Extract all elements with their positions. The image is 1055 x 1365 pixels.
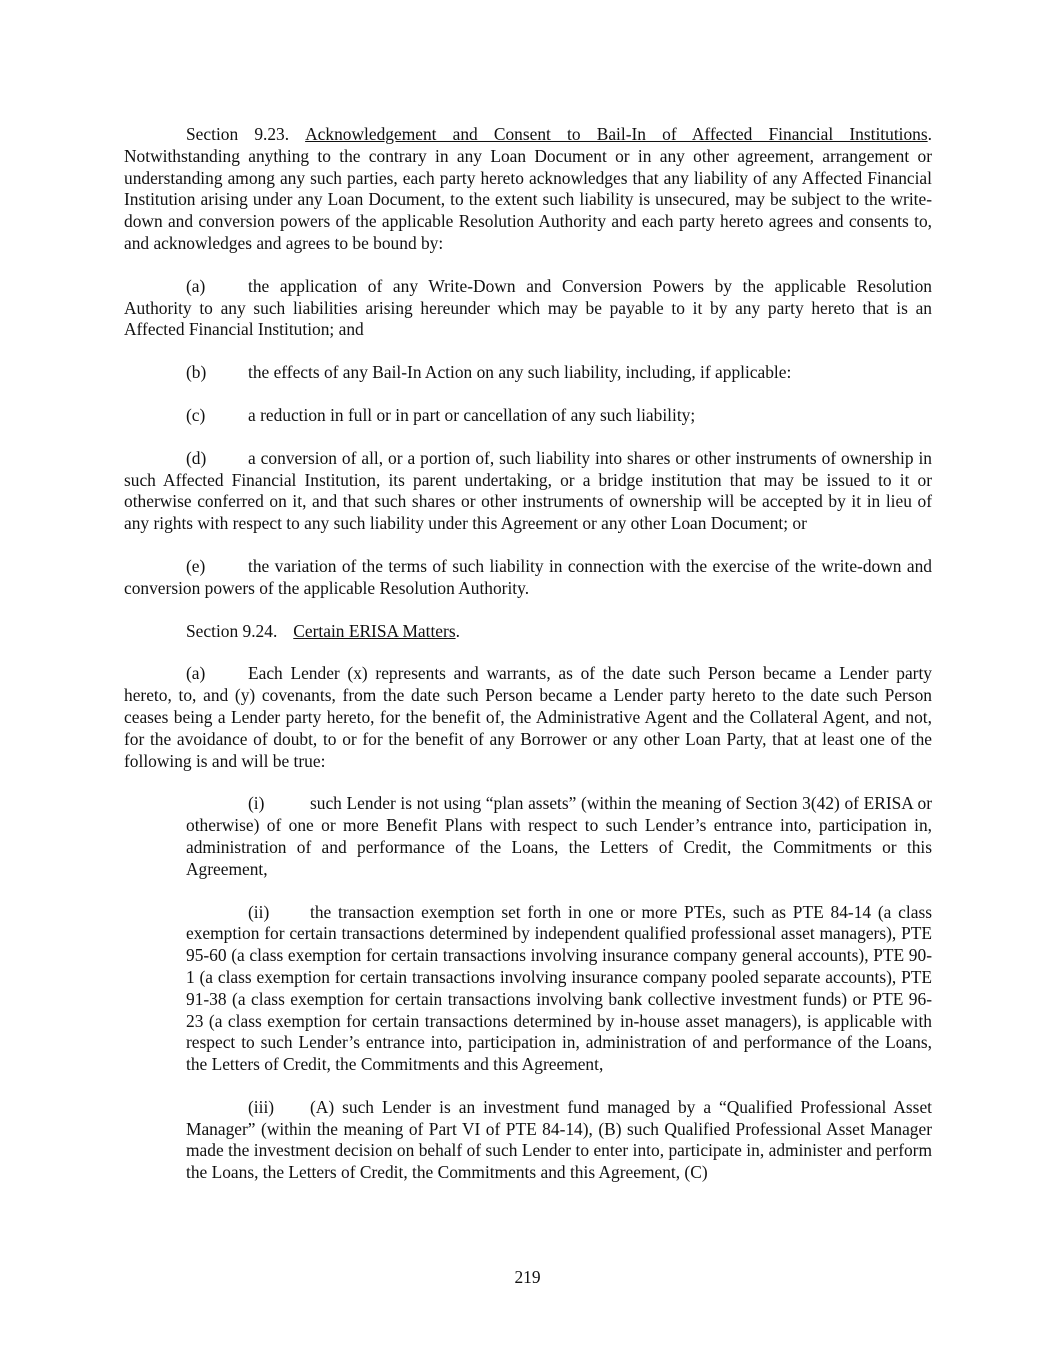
section-9-24-subitem-i bbox=[186, 793, 932, 880]
item-label: (a) bbox=[186, 663, 206, 684]
subitem-text: the transaction exemption set forth in one or more PTEs, such as PTE 84-14 (a class exemption for certain transactions determined by independent qualified professional asset managers), PTE 95-60 (a class exemption for certain transactions involving insurance company general accounts), PTE 90-1 (a class exemption for certain transactions involving insurance company pooled separate accounts), PTE 91-38 (a class exemption for certain transactions involving bank collective investment funds) or PTE 96-23 (a class exemption for certain transactions determined by in-house asset managers), is applicable with respect to such Lender’s entrance into, participation in, administration of and performance of the Loans, the Letters of Credit, the Commitments and this Agreement, bbox=[186, 901, 932, 1075]
section-9-23-number: Section 9.23. bbox=[186, 124, 290, 144]
section-9-23-item-a bbox=[124, 276, 932, 341]
item-text: the variation of the terms of such liability in connection with the exercise of the write-down and conversion powers of the applicable Resolution Authority. bbox=[124, 555, 932, 598]
subitem-label: (i) bbox=[248, 793, 265, 814]
section-9-23-item-b bbox=[124, 362, 932, 384]
section-9-23-item-d bbox=[124, 448, 932, 535]
item-text: a conversion of all, or a portion of, such liability into shares or other instruments of ownership in such Affected Financial Institution, its parent undertaking, or a bridge institution that may be issued to it or otherwise conferred on it, and that such shares or other instruments of ownership will be accepted by it in lieu of any rights with respect to any such liability under this Agreement or any other Loan Document; or bbox=[124, 447, 932, 534]
item-label: (e) bbox=[186, 555, 206, 576]
section-9-23-item-e bbox=[124, 556, 932, 600]
item-text: a reduction in full or in part or cancellation of any such liability; bbox=[248, 404, 696, 425]
item-text: Each Lender (x) represents and warrants, as of the date such Person became a Lender party hereto, to, and (y) covenants, from the date such Person became a Lender party hereto to the date such Person ceases being a Lender party hereto, for the benefit of, the Administrative Agent and the Collateral Agent, and not, for the avoidance of doubt, to or for the benefit of any Borrower or any other Loan Party, that at least one of the following is and will be true: bbox=[124, 663, 932, 771]
subitem-text: (A) such Lender is an investment fund managed by a “Qualified Professional Asset Manager” (within the meaning of Part VI of PTE 84-14), (B) such Qualified Professional Asset Manager made the investment decision on behalf of such Lender to enter into, participate in, administer and perform the Loans, the Letters of Credit, the Commitments and this Agreement, (C) bbox=[186, 1096, 932, 1183]
section-9-24-heading: Section 9.24. Certain ERISA Matters. bbox=[186, 620, 460, 641]
section-9-23-title: Acknowledgement and Consent to Bail-In of Affected Financial Institutions bbox=[305, 124, 928, 144]
subitem-label: (iii) bbox=[248, 1096, 275, 1117]
section-9-24-subitem-iii bbox=[186, 1097, 932, 1184]
subitem-text: such Lender is not using “plan assets” (within the meaning of Section 3(42) of ERISA or otherwise) of one or more Benefit Plans with respect to such Lender’s entrance into, participation in, administration of and performance of the Loans, the Letters of Credit, the Commitments or this Agreement, bbox=[186, 793, 932, 879]
item-label: (b) bbox=[186, 362, 207, 383]
item-text: the effects of any Bail-In Action on any such liability, including, if applicable: bbox=[248, 362, 792, 383]
item-label: (c) bbox=[186, 404, 206, 425]
section-9-23-body: Notwithstanding anything to the contrary in any Loan Document or in any other agreement, arrangement or understanding among any such parties, each party hereto acknowledges that any liability of any Affected Financial Institution arising under any Loan Document, to the extent such liability is unsecured, may be subject to the write-down and conversion powers of the applicable Resolution Authority and each party hereto agrees and consents to, and acknowledges and agrees to be bound by: bbox=[124, 145, 932, 253]
page-number: 219 bbox=[514, 1267, 541, 1287]
section-9-23-intro: Section 9.23. Acknowledgement and Consent to Bail-In of Affected Financial Institutions. Notwithstanding anything to the contrary in any Loan Document or in any other agreement, arrangement or understanding among any such parties, each party hereto acknowledges that any liability of any Affected Financial Institution arising under any Loan Document, to the extent such liability is unsecured, may be subject to the write-down and conversion powers of the applicable Resolution Authority and each party hereto agrees and consents to, and acknowledges and agrees to be bound by: bbox=[124, 124, 932, 253]
document-page bbox=[124, 124, 932, 1205]
section-9-24-title: Certain ERISA Matters bbox=[293, 620, 456, 641]
item-label: (d) bbox=[186, 447, 207, 468]
item-text: the application of any Write-Down and Conversion Powers by the applicable Resolution Authority to any such liabilities arising hereunder which may be payable to it by any party hereto that is an Affected Financial Institution; and bbox=[124, 275, 932, 340]
section-9-24-number: Section 9.24. bbox=[186, 620, 278, 641]
subitem-label: (ii) bbox=[248, 901, 270, 922]
section-9-24-item-a bbox=[124, 663, 932, 772]
section-9-23-item-c bbox=[124, 405, 932, 427]
section-9-24-subitem-ii bbox=[186, 902, 932, 1076]
item-label: (a) bbox=[186, 275, 206, 296]
